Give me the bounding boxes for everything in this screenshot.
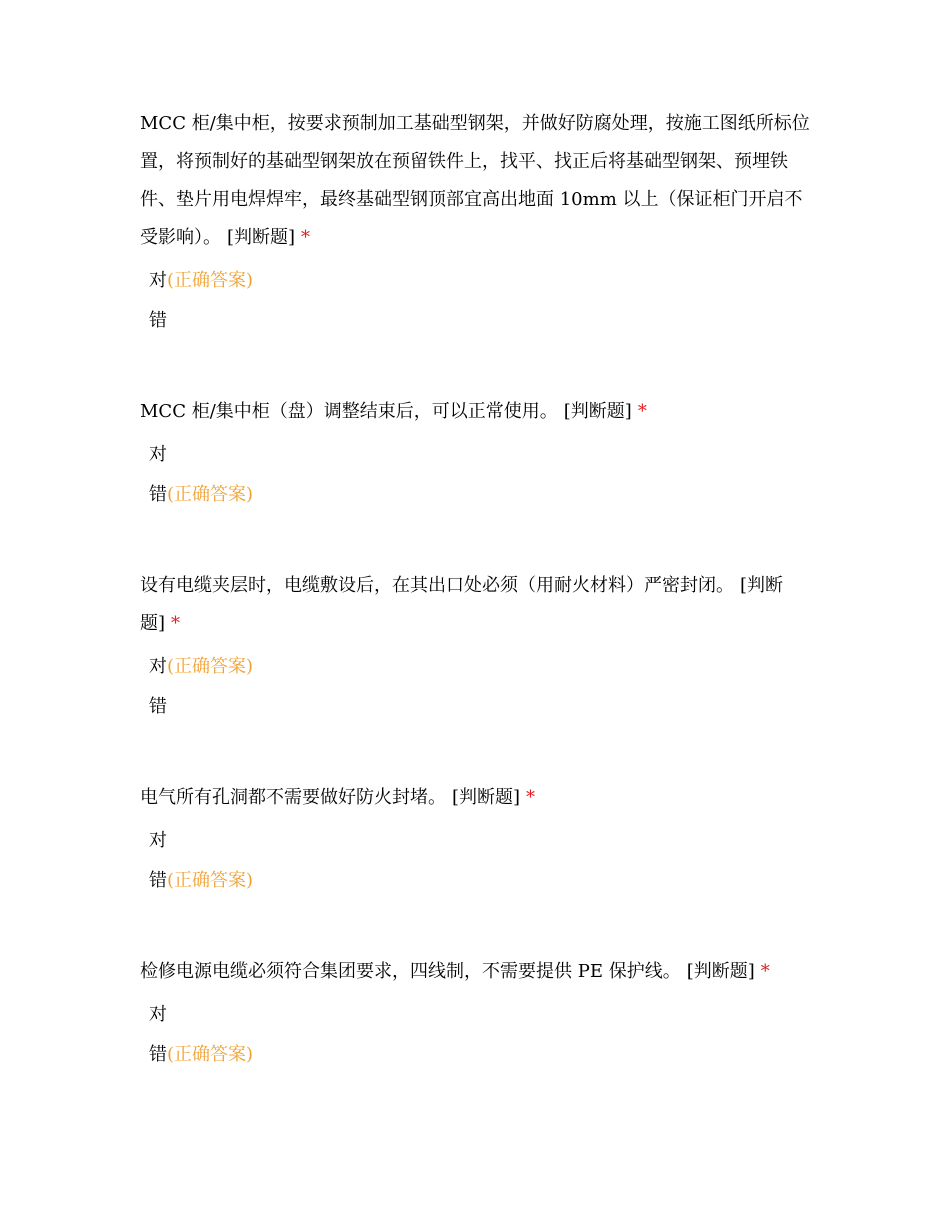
option-label: 错 [149,1044,167,1065]
option-label: 错 [149,870,167,891]
question-stem: 检修电源电缆必须符合集团要求，四线制，不需要提供 PE 保护线。 [140,961,681,982]
correct-answer-mark: (正确答案) [167,270,254,291]
quiz-document [140,105,820,1127]
option-label: 对 [149,444,167,465]
question-text [140,779,820,817]
required-mark: * [171,613,181,634]
correct-answer-mark: (正确答案) [167,484,254,505]
question-3 [140,567,820,727]
option-true[interactable] [140,821,820,861]
question-1 [140,105,820,341]
required-mark: * [760,961,770,982]
question-stem: MCC 柜/集中柜（盘）调整结束后，可以正常使用。 [140,401,558,422]
question-text [140,393,820,431]
question-type-label: [判断题] [452,787,521,808]
question-2 [140,393,820,515]
question-type-label: [判断题] [686,961,755,982]
option-true[interactable] [140,647,820,687]
option-false[interactable] [140,687,820,727]
question-type-label: [判断题] [563,401,632,422]
question-5 [140,953,820,1075]
option-true[interactable] [140,261,820,301]
required-mark: * [526,787,536,808]
question-type-label: [判断题] [140,575,784,634]
question-text [140,953,820,991]
correct-answer-mark: (正确答案) [167,870,254,891]
question-type-label: [判断题] [227,227,296,248]
answer-options [140,435,820,515]
option-label: 对 [149,656,167,677]
option-label: 对 [149,270,167,291]
correct-answer-mark: (正确答案) [167,1044,254,1065]
answer-options [140,995,820,1075]
option-label: 对 [149,1004,167,1025]
question-4 [140,779,820,901]
answer-options [140,647,820,727]
question-stem: 电气所有孔洞都不需要做好防火封堵。 [140,787,446,808]
option-label: 错 [149,696,167,717]
required-mark: * [301,227,311,248]
option-label: 错 [149,484,167,505]
option-label: 对 [149,830,167,851]
option-false[interactable] [140,1035,820,1075]
question-text [140,105,820,257]
answer-options [140,261,820,341]
option-true[interactable] [140,995,820,1035]
option-label: 错 [149,310,167,331]
option-false[interactable] [140,861,820,901]
question-stem: MCC 柜/集中柜，按要求预制加工基础型钢架，并做好防腐处理，按施工图纸所标位置，将预制好的基础型钢架放在预留铁件上，找平、找正后将基础型钢架、预埋铁件、垫片用电焊焊牢，最终基础型钢顶部宜高出地面 10mm 以上（保证柜门开启不受影响）。 [140,113,810,248]
option-false[interactable] [140,301,820,341]
question-text [140,567,820,643]
required-mark: * [637,401,647,422]
question-stem: 设有电缆夹层时，电缆敷设后，在其出口处必须（用耐火材料）严密封闭。 [140,575,734,596]
correct-answer-mark: (正确答案) [167,656,254,677]
option-true[interactable] [140,435,820,475]
option-false[interactable] [140,475,820,515]
answer-options [140,821,820,901]
